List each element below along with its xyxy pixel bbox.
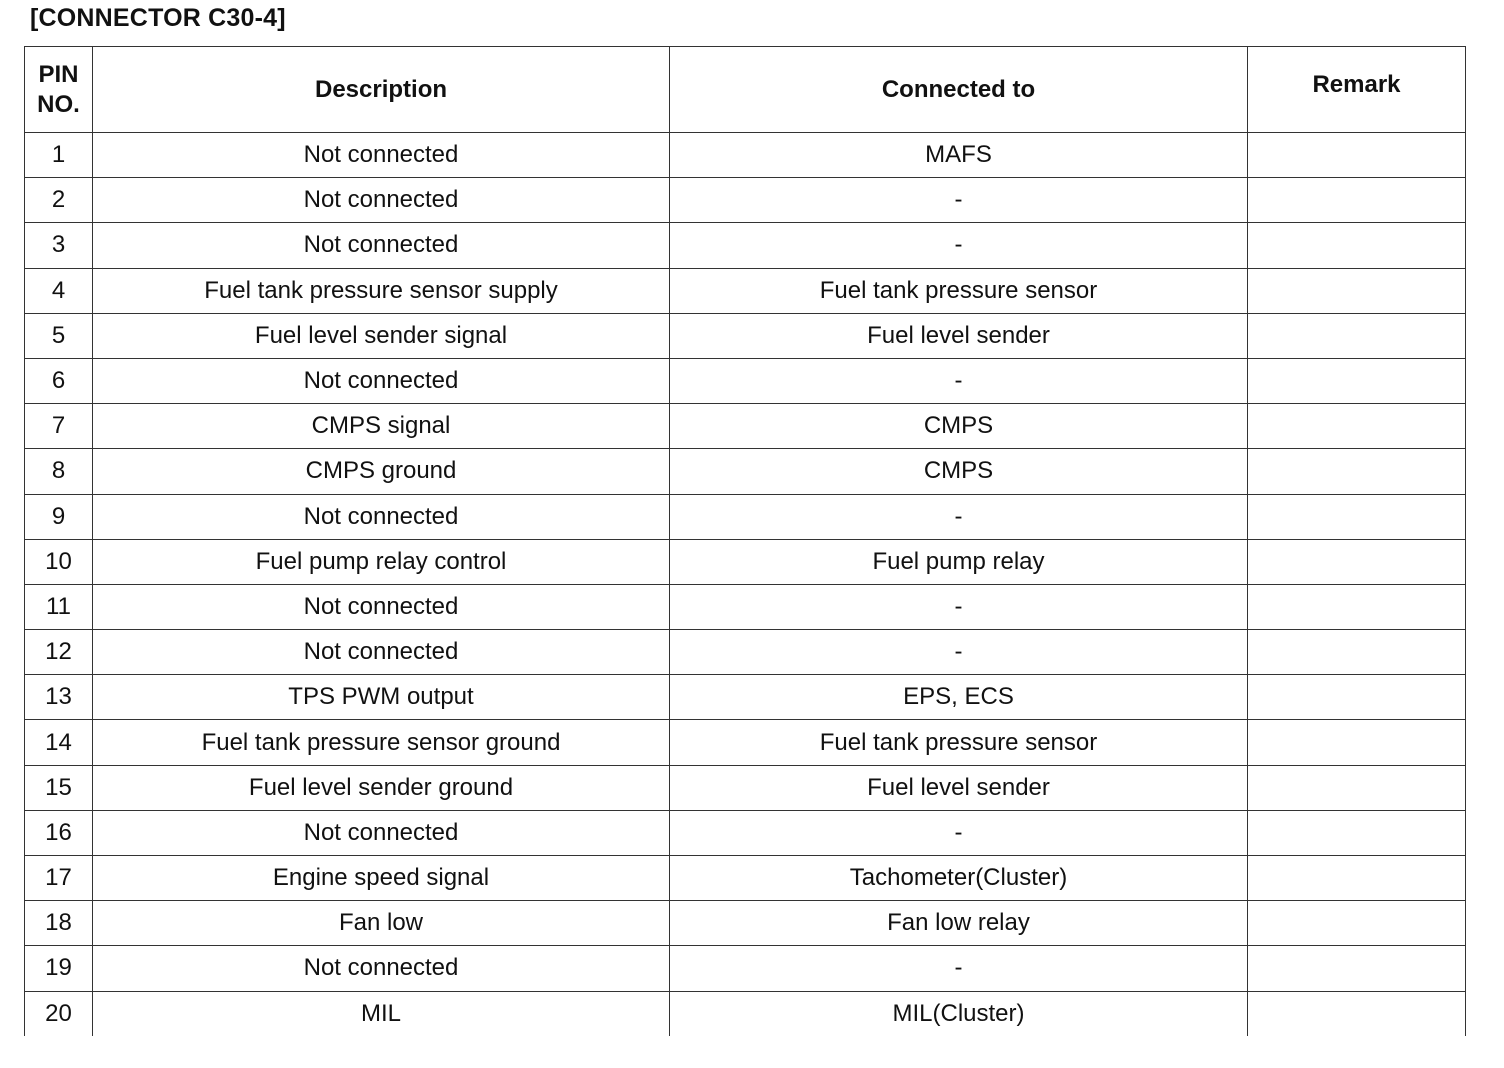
table-row — [25, 901, 1466, 946]
remark-cell — [1248, 178, 1466, 223]
connected-to-cell: Fuel tank pressure sensor — [670, 720, 1248, 765]
description-cell: Not connected — [93, 946, 670, 991]
table-row — [25, 268, 1466, 313]
remark-cell — [1248, 404, 1466, 449]
connected-to-cell: - — [670, 178, 1248, 223]
pin-cell: 15 — [25, 765, 93, 810]
connected-to-cell: Fuel pump relay — [670, 539, 1248, 584]
pin-cell: 14 — [25, 720, 93, 765]
table-row — [25, 675, 1466, 720]
pin-cell: 5 — [25, 313, 93, 358]
connected-to-cell: Fuel level sender — [670, 765, 1248, 810]
table-row — [25, 946, 1466, 991]
pin-cell: 11 — [25, 584, 93, 629]
table-row — [25, 856, 1466, 901]
remark-cell — [1248, 675, 1466, 720]
description-cell: Fuel level sender ground — [93, 765, 670, 810]
description-cell: TPS PWM output — [93, 675, 670, 720]
table-row — [25, 630, 1466, 675]
description-cell: Not connected — [93, 223, 670, 268]
pin-cell: 1 — [25, 133, 93, 178]
description-cell: Fuel pump relay control — [93, 539, 670, 584]
table-row — [25, 539, 1466, 584]
remark-cell — [1248, 449, 1466, 494]
remark-cell — [1248, 358, 1466, 403]
connected-to-cell: CMPS — [670, 404, 1248, 449]
pin-cell: 2 — [25, 178, 93, 223]
connected-to-cell: - — [670, 630, 1248, 675]
remark-cell — [1248, 901, 1466, 946]
header-pin-line1: PIN — [38, 60, 79, 88]
description-cell: Not connected — [93, 630, 670, 675]
description-cell: Fuel tank pressure sensor supply — [93, 268, 670, 313]
table-row — [25, 810, 1466, 855]
header-pin-line2: NO. — [37, 90, 80, 118]
connected-to-cell: Fuel level sender — [670, 313, 1248, 358]
pin-cell: 6 — [25, 358, 93, 403]
table-row — [25, 494, 1466, 539]
table-row — [25, 358, 1466, 403]
description-cell: Engine speed signal — [93, 856, 670, 901]
connected-to-cell: EPS, ECS — [670, 675, 1248, 720]
connected-to-cell: - — [670, 584, 1248, 629]
pin-cell: 17 — [25, 856, 93, 901]
remark-cell — [1248, 720, 1466, 765]
table-row — [25, 449, 1466, 494]
table-row — [25, 765, 1466, 810]
pin-cell: 19 — [25, 946, 93, 991]
pin-cell: 8 — [25, 449, 93, 494]
description-cell: Not connected — [93, 358, 670, 403]
pin-cell: 12 — [25, 630, 93, 675]
pin-cell: 9 — [25, 494, 93, 539]
pin-cell: 13 — [25, 675, 93, 720]
pin-cell: 18 — [25, 901, 93, 946]
remark-cell — [1248, 268, 1466, 313]
connected-to-cell: MIL(Cluster) — [670, 991, 1248, 1036]
pin-cell: 10 — [25, 539, 93, 584]
connected-to-cell: Fuel tank pressure sensor — [670, 268, 1248, 313]
pin-cell: 16 — [25, 810, 93, 855]
table-row — [25, 720, 1466, 765]
connected-to-cell: Fan low relay — [670, 901, 1248, 946]
description-cell: CMPS signal — [93, 404, 670, 449]
description-cell: CMPS ground — [93, 449, 670, 494]
description-cell: Fuel level sender signal — [93, 313, 670, 358]
connected-to-cell: - — [670, 946, 1248, 991]
remark-cell — [1248, 539, 1466, 584]
pin-cell: 4 — [25, 268, 93, 313]
remark-cell — [1248, 584, 1466, 629]
description-cell: Not connected — [93, 494, 670, 539]
remark-cell — [1248, 223, 1466, 268]
description-cell: Not connected — [93, 810, 670, 855]
header-pin-no — [25, 47, 93, 133]
connector-title: [CONNECTOR C30-4] — [30, 4, 286, 32]
remark-cell — [1248, 946, 1466, 991]
connected-to-cell: - — [670, 358, 1248, 403]
pin-cell: 20 — [25, 991, 93, 1036]
description-cell: Fan low — [93, 901, 670, 946]
remark-cell — [1248, 856, 1466, 901]
table-body — [25, 133, 1466, 1037]
connected-to-cell: Tachometer(Cluster) — [670, 856, 1248, 901]
table-row — [25, 133, 1466, 178]
remark-cell — [1248, 630, 1466, 675]
remark-cell — [1248, 765, 1466, 810]
remark-cell — [1248, 313, 1466, 358]
header-remark: Remark — [1248, 47, 1466, 133]
table-header-row — [25, 47, 1466, 133]
connected-to-cell: MAFS — [670, 133, 1248, 178]
connected-to-cell: - — [670, 810, 1248, 855]
table-row — [25, 313, 1466, 358]
pin-cell: 3 — [25, 223, 93, 268]
header-description: Description — [93, 47, 670, 133]
pin-cell: 7 — [25, 404, 93, 449]
connected-to-cell: - — [670, 494, 1248, 539]
table-row — [25, 991, 1466, 1036]
description-cell: Not connected — [93, 133, 670, 178]
table-row — [25, 584, 1466, 629]
connected-to-cell: - — [670, 223, 1248, 268]
table-row — [25, 223, 1466, 268]
remark-cell — [1248, 991, 1466, 1036]
description-cell: Not connected — [93, 178, 670, 223]
pin-table — [24, 46, 1466, 1036]
connected-to-cell: CMPS — [670, 449, 1248, 494]
remark-cell — [1248, 133, 1466, 178]
table-row — [25, 178, 1466, 223]
remark-cell — [1248, 810, 1466, 855]
header-connected-to: Connected to — [670, 47, 1248, 133]
table-row — [25, 404, 1466, 449]
description-cell: MIL — [93, 991, 670, 1036]
description-cell: Not connected — [93, 584, 670, 629]
description-cell: Fuel tank pressure sensor ground — [93, 720, 670, 765]
remark-cell — [1248, 494, 1466, 539]
